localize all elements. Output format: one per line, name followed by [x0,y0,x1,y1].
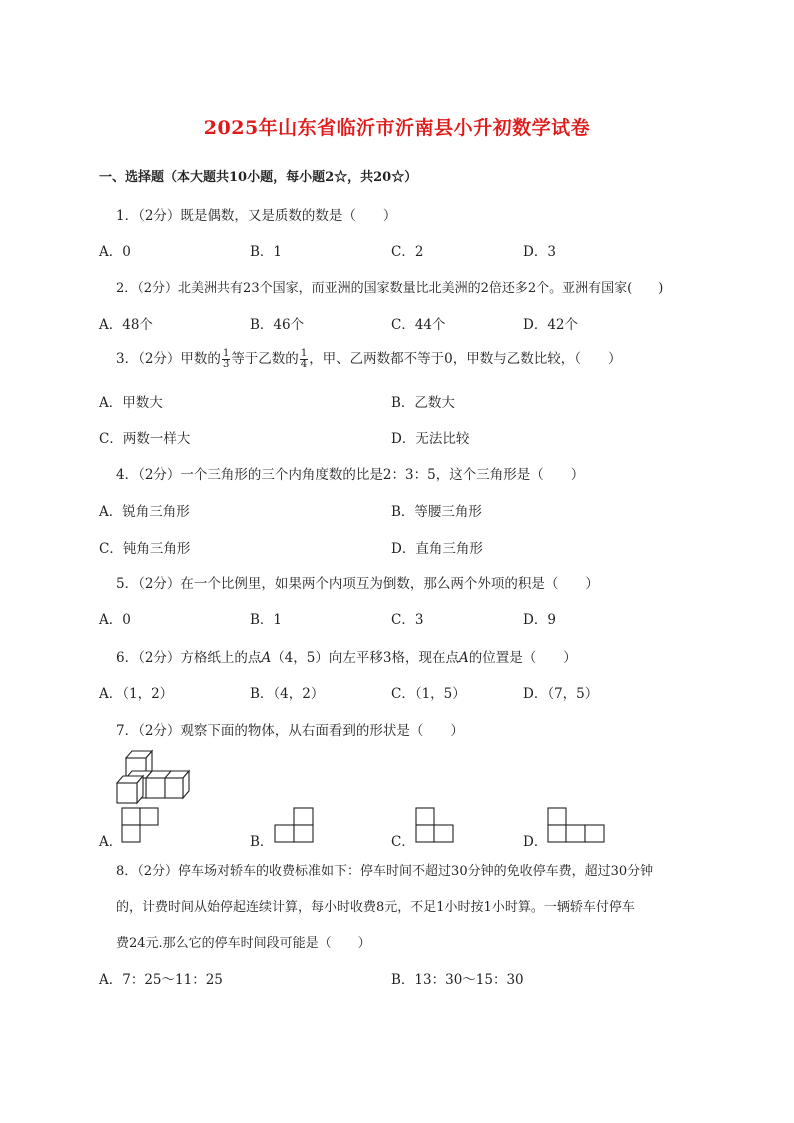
q7-option-b-figure [274,807,316,845]
exam-title: 2025年山东省临沂市沂南县小升初数学试卷 [203,117,591,139]
q4-option-b[interactable]: B．等腰三角形 [391,504,482,520]
q1-option-a[interactable]: A．0 [99,244,131,260]
q5-option-d[interactable]: D．9 [523,612,556,628]
cube-back-row [146,771,189,798]
q3-option-b[interactable]: B．乙数大 [391,395,455,411]
question-2: 2．（2分）北美洲共有23个国家，而亚洲的国家数量比北美洲的2倍还多2个。亚洲有国家( ) [116,281,664,296]
fraction-one-third [222,349,230,370]
q7-option-c[interactable]: C． [391,834,415,850]
q5-option-c[interactable]: C．3 [391,612,424,628]
q7-option-b[interactable]: B． [250,834,274,850]
q5-option-b[interactable]: B．1 [250,612,283,628]
section-heading: 一、选择题（本大题共10小题，每小题2☆，共20☆） [99,170,418,185]
q6-stem-mid: （4，5）向左平移3格，现在点 [271,650,459,666]
q3-option-c[interactable]: C．两数一样大 [99,431,191,447]
q6-stem-post: 的位置是（ ） [468,650,577,666]
fraction-denominator: 3 [222,359,230,370]
q5-option-a[interactable]: A．0 [99,612,131,628]
q8-option-b[interactable]: B．13：30～15：30 [391,972,524,988]
question-4: 4．（2分）一个三角形的三个内角度数的比是2：3：5，这个三角形是（ ） [116,467,585,483]
q2-option-c[interactable]: C．44个 [391,317,446,333]
q4-option-c[interactable]: C．钝角三角形 [99,541,191,557]
point-label: A [261,650,272,666]
q7-option-a[interactable]: A． [99,834,123,850]
question-8-line-1: 8．（2分）停车场对轿车的收费标准如下：停车时间不超过30分钟的免收停车费，超过30分钟 [116,864,654,879]
q7-option-a-figure [121,807,161,845]
q7-option-d-figure [547,807,609,845]
question-5: 5．（2分）在一个比例里，如果两个内项互为倒数，那么两个外项的积是（ ） [116,576,599,592]
cube-front [117,776,143,803]
q1-option-d[interactable]: D．3 [523,244,556,260]
q1-option-b[interactable]: B．1 [250,244,283,260]
q4-option-a[interactable]: A．锐角三角形 [99,504,190,520]
fraction-denominator: 4 [300,359,308,370]
q1-option-c[interactable]: C．2 [391,244,424,260]
point-label: A [458,650,469,666]
q6-stem-pre: 6．（2分）方格纸上的点 [116,650,262,666]
q6-option-c[interactable]: C．（1，5） [391,686,466,702]
q2-option-b[interactable]: B．46个 [250,317,305,333]
q3-stem-pre: 3．（2分）甲数的 [116,351,221,367]
q8-option-a[interactable]: A．7：25～11：25 [99,972,223,988]
question-8-line-3: 费24元.那么它的停车时间段可能是（ ） [116,936,371,951]
q6-option-d[interactable]: D．（7，5） [523,686,599,702]
question-6 [116,646,577,666]
q7-option-d[interactable]: D． [523,834,548,850]
fraction-one-quarter [300,349,308,370]
question-7: 7．（2分）观察下面的物体，从右面看到的形状是（ ） [116,723,464,739]
q6-option-a[interactable]: A．（1，2） [99,686,174,702]
fraction-numerator: 1 [300,348,308,359]
q7-option-c-figure [415,807,457,845]
question-8-line-2: 的，计费时间从始停起连续计算，每小时收费8元，不足1小时按1小时算。一辆轿车付停车 [116,900,635,915]
cube-object-figure [115,750,195,802]
question-3 [116,347,622,370]
q3-stem-mid: 等于乙数的 [231,351,299,367]
q2-option-d[interactable]: D．42个 [523,317,579,333]
q2-option-a[interactable]: A．48个 [99,317,153,333]
q6-option-b[interactable]: B．（4，2） [250,686,325,702]
q3-option-d[interactable]: D．无法比较 [391,431,470,447]
q4-option-d[interactable]: D．直角三角形 [391,541,483,557]
q3-option-a[interactable]: A．甲数大 [99,395,163,411]
q3-stem-post: ，甲、乙两数都不等于0，甲数与乙数比较，（ ） [309,351,622,367]
fraction-numerator: 1 [222,348,230,359]
question-1: 1．（2分）既是偶数，又是质数的数是（ ） [116,208,397,224]
